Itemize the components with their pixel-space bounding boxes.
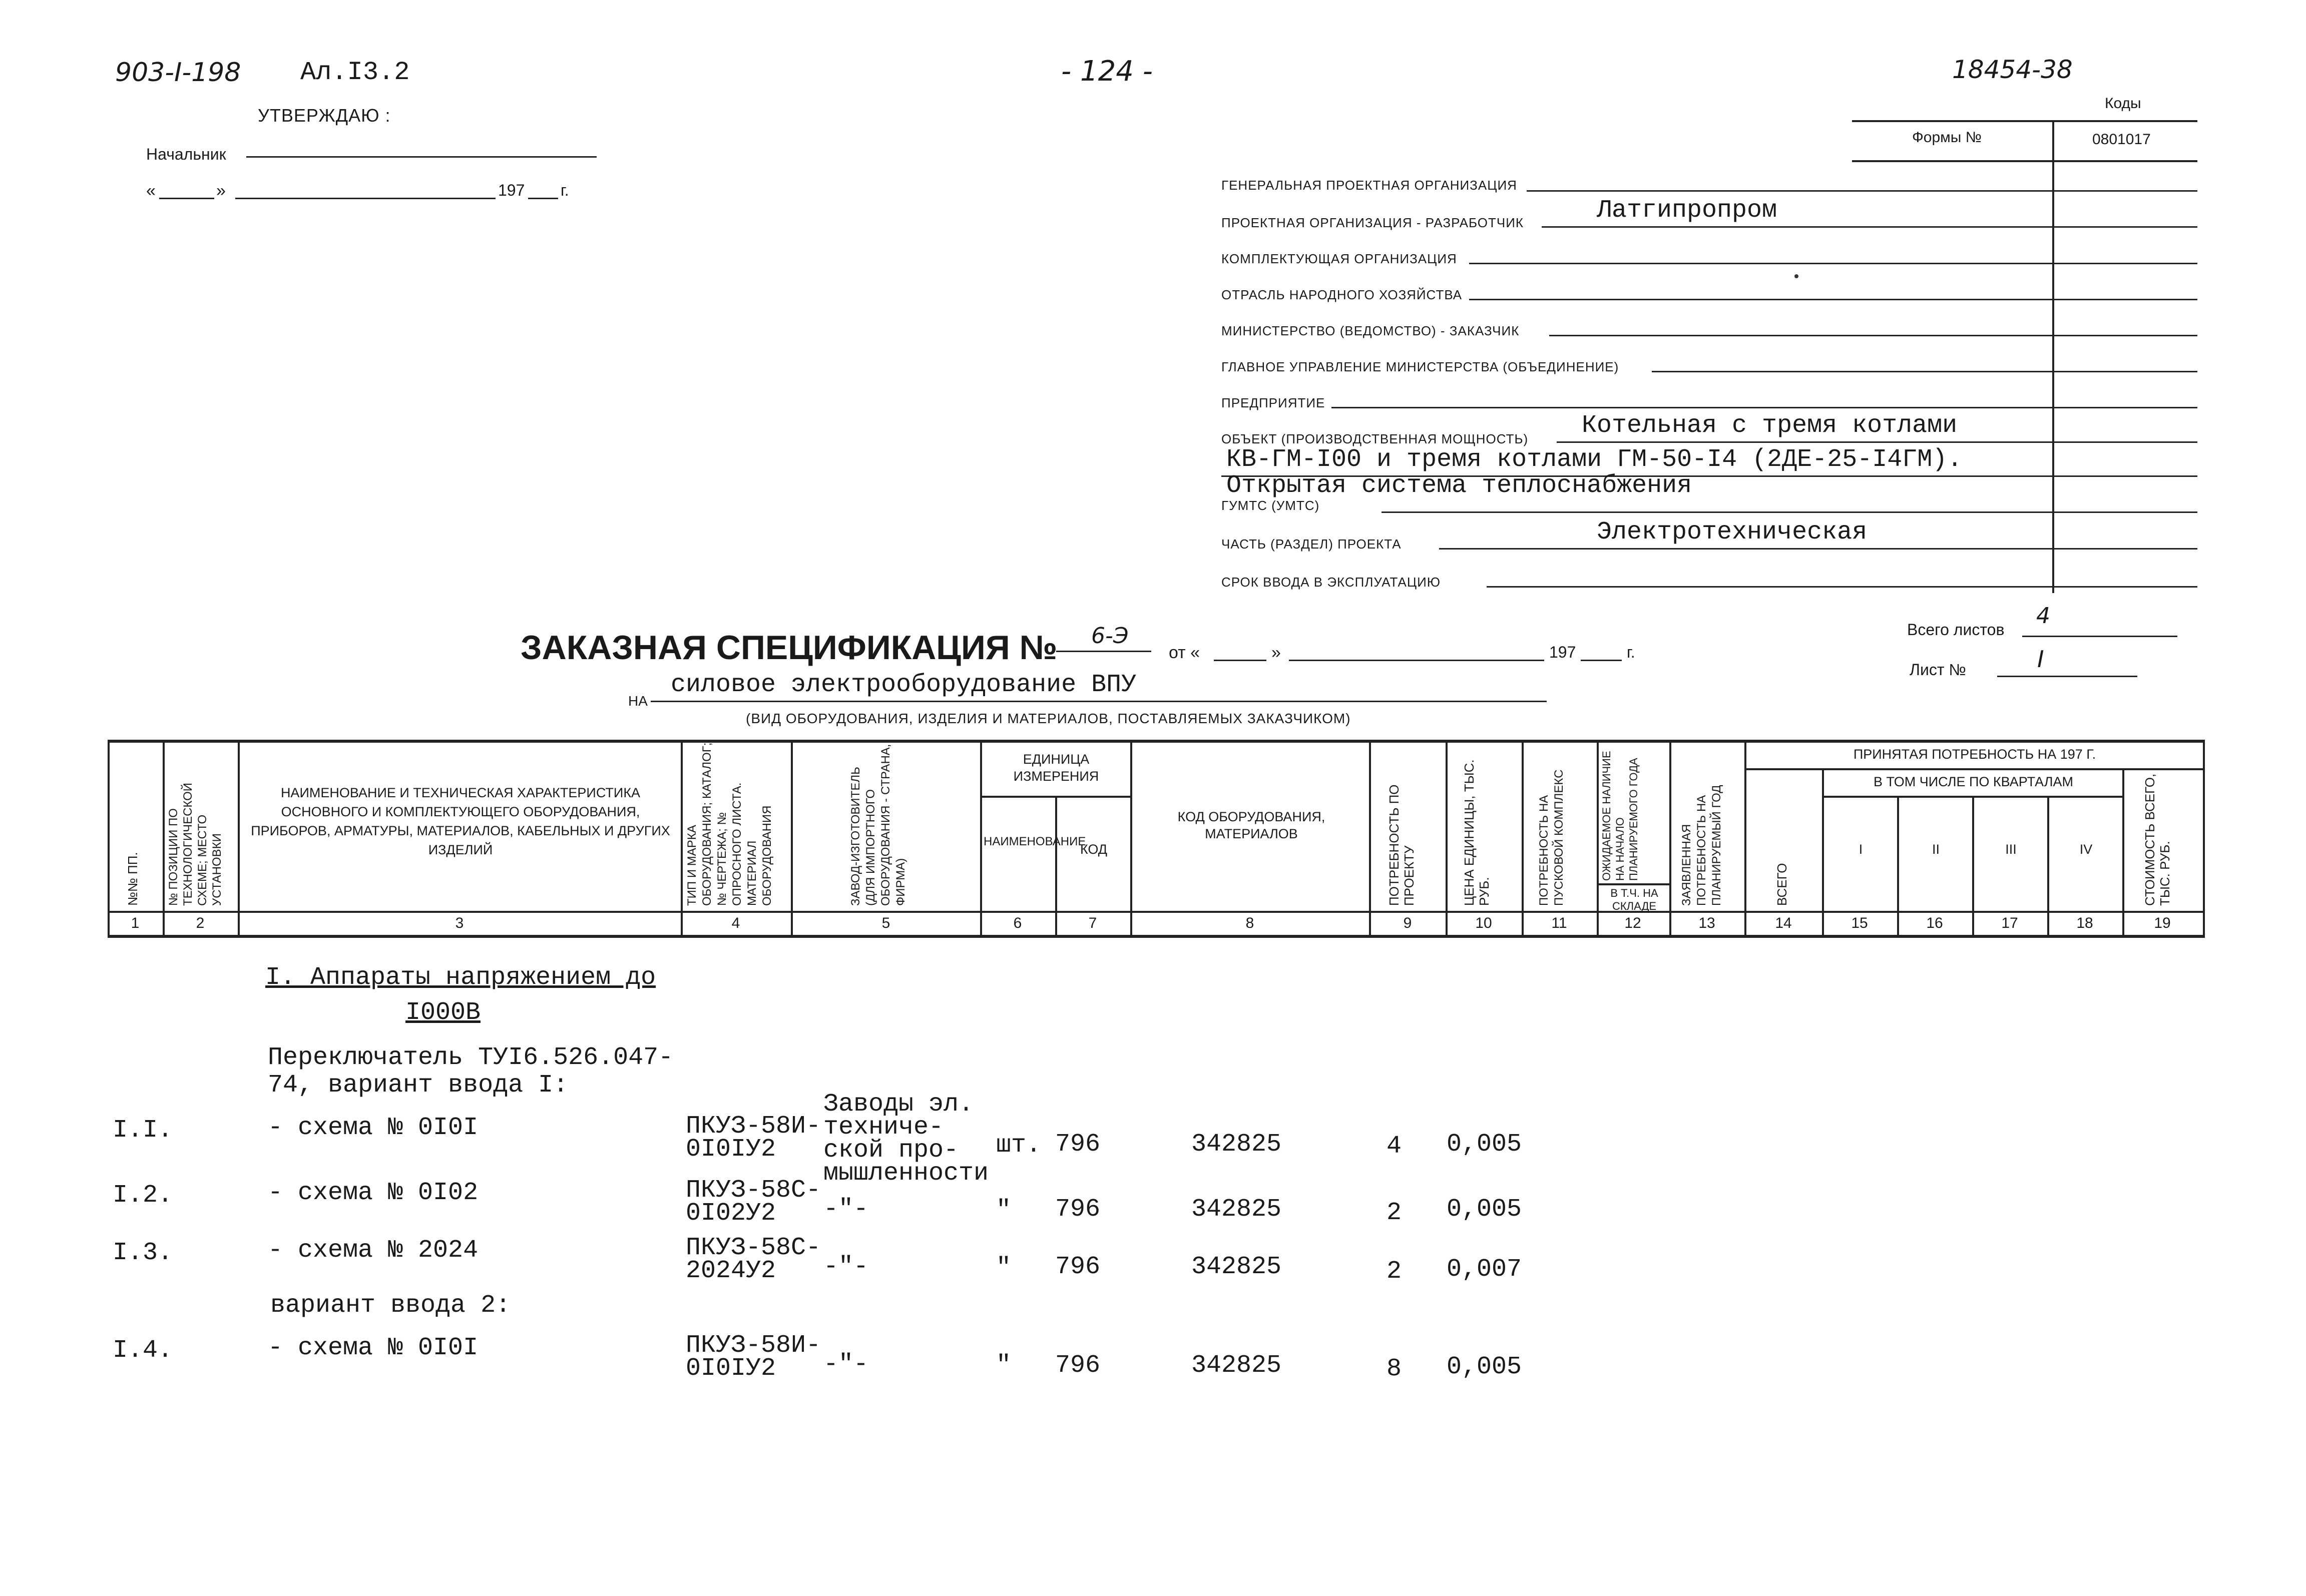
row-number: I.2. [113, 1181, 173, 1210]
variant-2-label: вариант ввода 2: [270, 1291, 511, 1320]
object-label: ОБЪЕКТ (ПРОИЗВОДСТВЕННАЯ МОЩНОСТЬ) [1221, 431, 1529, 446]
col-number: 9 [1403, 915, 1412, 931]
intro-line-2: 74, вариант ввода I: [268, 1071, 569, 1100]
col-divider [1669, 740, 1671, 936]
header-c13: ЗАЯВЛЕННАЯ ПОТРЕБНОСТЬ НА ПЛАНИРУЕМЫЙ ГОД [1680, 785, 1723, 906]
row-type: ПКУЗ-58С- [686, 1176, 821, 1205]
header-c15: I [1859, 842, 1863, 857]
col-divider [681, 740, 683, 936]
code-cell-line [2057, 407, 2197, 408]
code-cell-line [2057, 190, 2197, 192]
header-c3: НАИМЕНОВАНИЕ И ТЕХНИЧЕСКАЯ ХАРАКТЕРИСТИКА ОСНОВНОГО И КОМПЛЕКТУЮЩЕГО ОБОРУДОВАНИЯ, ПРИБОРОВ, АРМАТУРЫ, МАТЕРИАЛОВ, КАБЕЛЬНЫХ И ДРУГИХ ИЗДЕЛИЙ [251, 785, 670, 857]
spec-subtitle: (ВИД ОБОРУДОВАНИЯ, ИЗДЕЛИЯ И МАТЕРИАЛОВ, ПОСТАВЛЯЕМЫХ ЗАКАЗЧИКОМ) [746, 711, 1351, 726]
row-price: 0,005 [1447, 1130, 1522, 1159]
warehouse-divider [1597, 883, 1669, 885]
spec-title: ЗАКАЗНАЯ СПЕЦИФИКАЦИЯ № [521, 629, 1058, 667]
spec-month-line [1289, 660, 1544, 661]
spec-from-label: от « [1169, 643, 1200, 662]
col-divider [163, 740, 165, 936]
col-number: 3 [455, 915, 464, 931]
row-maker: Заводы эл. [823, 1090, 974, 1119]
code-cell-line [2057, 371, 2197, 372]
date-year-prefix: 197 [498, 181, 525, 199]
header-c17: III [2005, 842, 2017, 857]
col-divider [1822, 768, 1824, 936]
row-unit: " [996, 1351, 1012, 1380]
col-divider [1522, 740, 1524, 936]
header-quarter-group: В ТОМ ЧИСЛЕ ПО КВАРТАЛАМ [1874, 774, 2073, 789]
date-month-line [235, 198, 496, 199]
header-c8: КОД ОБОРУДОВАНИЯ, МАТЕРИАЛОВ [1177, 809, 1325, 841]
table-top-border [108, 740, 2205, 743]
col-number: 13 [1698, 915, 1715, 931]
form-label: Формы № [1912, 129, 1982, 146]
table-header-bottom-border [108, 911, 2205, 913]
row-name: - схема № 0I02 [268, 1179, 479, 1207]
code-cell-line [2057, 263, 2197, 264]
approve-label: УТВЕРЖДАЮ : [258, 105, 391, 126]
row-number: I.3. [113, 1239, 173, 1267]
header-c19: СТОИМОСТЬ ВСЕГО, ТЫС. РУБ. [2142, 773, 2172, 906]
row-unit-code: 796 [1055, 1351, 1101, 1380]
col-number: 12 [1624, 915, 1641, 931]
gumts-label: ГУМТС (УМТС) [1221, 498, 1320, 513]
table-numbers-bottom-border [108, 935, 2205, 938]
row-type: ПКУЗ-58И- [686, 1331, 821, 1360]
sheet-label: Лист № [1910, 661, 1966, 679]
spec-number-line [1056, 651, 1151, 652]
project-part-value: Электротехническая [1597, 518, 1868, 547]
chief-label: Начальник [146, 145, 226, 163]
code-cell-line [2057, 475, 2197, 477]
chief-line [246, 156, 597, 158]
col-number: 14 [1775, 915, 1792, 931]
section-title-voltage: I000В [405, 998, 481, 1027]
date-year-line [528, 198, 558, 199]
header-c10: ЦЕНА ЕДИНИЦЫ, ТЫС. РУБ. [1462, 759, 1492, 906]
sheet-value: I [2037, 646, 2044, 673]
header-unit-group: ЕДИНИЦА ИЗМЕРЕНИЯ [1013, 752, 1099, 784]
row-unit-code: 796 [1055, 1130, 1101, 1159]
row-name: - схема № 0I0I [268, 1114, 479, 1142]
col-number: 15 [1851, 915, 1868, 931]
row-code: 342825 [1191, 1253, 1282, 1281]
row-qty: 2 [1387, 1199, 1402, 1227]
col-divider [1597, 740, 1599, 936]
main-department-label: ГЛАВНОЕ УПРАВЛЕНИЕ МИНИСТЕРСТВА (ОБЪЕДИНЕНИЕ) [1221, 359, 1619, 374]
row-type: ПКУЗ-58С- [686, 1234, 821, 1262]
col-number: 1 [131, 915, 140, 931]
section-title: I. Аппараты напряжением до [265, 963, 656, 992]
row-type: 2024У2 [686, 1257, 776, 1285]
col-divider [2047, 796, 2049, 936]
spec-year-line [1581, 660, 1622, 661]
ink-dot [1794, 274, 1798, 278]
completing-org-label: КОМПЛЕКТУЮЩАЯ ОРГАНИЗАЦИЯ [1221, 251, 1457, 266]
page-number: - 124 - [1061, 55, 1153, 88]
col-divider [1897, 796, 1899, 936]
row-price: 0,007 [1447, 1255, 1522, 1284]
col-number: 19 [2154, 915, 2171, 931]
row-unit: " [996, 1196, 1012, 1225]
col-number: 17 [2001, 915, 2018, 931]
spec-day-line [1214, 660, 1266, 661]
header-c1: №№ ПП. [125, 852, 140, 906]
commissioning-label: СРОК ВВОДА В ЭКСПЛУАТАЦИЮ [1221, 575, 1441, 590]
general-design-label: ГЕНЕРАЛЬНАЯ ПРОЕКТНАЯ ОРГАНИЗАЦИЯ [1221, 178, 1517, 193]
date-day-line [159, 198, 214, 199]
header-c4: ТИП И МАРКА ОБОРУДОВАНИЯ; КАТАЛОГ; № ЧЕРТЕЖА; № ОПРОСНОГО ЛИСТА. МАТЕРИАЛ ОБОРУДОВАНИЯ [685, 742, 774, 906]
header-c5: ЗАВОД-ИЗГОТОВИТЕЛЬ (ДЛЯ ИМПОРТНОГО ОБОРУДОВАНИЯ - СТРАНА, ФИРМА) [849, 744, 907, 906]
col-number: 5 [881, 915, 890, 931]
col-divider [108, 740, 110, 936]
row-price: 0,005 [1447, 1195, 1522, 1224]
sheet-reference: Ал.I3.2 [300, 58, 410, 87]
design-developer-value: Латгипропром [1597, 196, 1777, 225]
spec-subject-line [651, 701, 1547, 702]
row-qty: 8 [1387, 1355, 1402, 1383]
header-c2: № ПОЗИЦИИ ПО ТЕХНОЛОГИЧЕСКОЙ СХЕМЕ; МЕСТО УСТАНОВКИ [167, 782, 224, 906]
col-divider [980, 740, 982, 936]
col-divider [1055, 796, 1057, 936]
row-qty: 4 [1387, 1132, 1402, 1161]
col-number: 11 [1551, 915, 1567, 931]
header-c12b: В Т.Ч. НА СКЛАДЕ [1610, 887, 1658, 912]
row-qty: 2 [1387, 1257, 1402, 1286]
enterprise-label: ПРЕДПРИЯТИЕ [1221, 395, 1325, 410]
code-cell-line [2057, 335, 2197, 336]
date-year-suffix: г. [561, 181, 569, 199]
row-type: ПКУЗ-58И- [686, 1112, 821, 1141]
col-number: 4 [731, 915, 740, 931]
form-code: 0801017 [2092, 131, 2151, 148]
code-cell-line [2057, 511, 2197, 513]
col-number: 16 [1926, 915, 1943, 931]
spec-from-close: » [1271, 643, 1281, 662]
spec-on-label: НА [628, 693, 648, 709]
col-divider [791, 740, 793, 936]
code-cell-line [2057, 226, 2197, 228]
header-c6: НАИМЕНОВАНИЕ [984, 835, 1086, 848]
unit-group-divider [980, 796, 1130, 798]
industry-label: ОТРАСЛЬ НАРОДНОГО ХОЗЯЙСТВА [1221, 287, 1463, 302]
col-divider [238, 740, 240, 936]
code-cell-line [2057, 548, 2197, 550]
code-cell-line [2057, 441, 2197, 443]
col-divider [1972, 796, 1974, 936]
col-number: 6 [1013, 915, 1022, 931]
row-name: - схема № 0I0I [268, 1334, 479, 1362]
inventory-number: 18454-38 [1952, 55, 2073, 84]
row-unit: " [996, 1254, 1012, 1282]
spec-subject: силовое электрооборудование ВПУ [671, 671, 1137, 699]
col-number: 10 [1475, 915, 1492, 931]
col-divider [1446, 740, 1448, 936]
col-divider [2203, 740, 2205, 936]
intro-line-1: Переключатель ТУI6.526.047- [268, 1043, 674, 1072]
quarter-group-divider [1822, 796, 2122, 798]
header-c16: II [1932, 842, 1940, 857]
codes-top-line [1852, 120, 2197, 122]
date-quote-open: « [146, 181, 156, 200]
col-divider [1369, 740, 1371, 936]
date-quote-close: » [216, 181, 226, 200]
header-c9: ПОТРЕБНОСТЬ ПО ПРОЕКТУ [1387, 784, 1417, 906]
object-value-line-3: Открытая система теплоснабжения [1226, 471, 1692, 500]
row-number: I.4. [113, 1336, 173, 1365]
accepted-group-divider [1744, 768, 2203, 770]
row-code: 342825 [1191, 1195, 1282, 1224]
header-c14: ВСЕГО [1774, 863, 1789, 906]
ministry-customer-label: МИНИСТЕРСТВО (ВЕДОМСТВО) - ЗАКАЗЧИК [1221, 323, 1520, 338]
spec-year: 197 [1549, 643, 1576, 661]
row-type: 0I0IУ2 [686, 1135, 776, 1164]
row-name: - схема № 2024 [268, 1236, 479, 1265]
row-maker: мышленности [823, 1159, 989, 1188]
header-c12: ОЖИДАЕМОЕ НАЛИЧИЕ НА НАЧАЛО ПЛАНИРУЕМОГО ГОДА [1600, 751, 1640, 881]
total-sheets-label: Всего листов [1907, 621, 2005, 639]
row-type: 0I02У2 [686, 1199, 776, 1228]
object-value-line-2: КВ-ГМ-I00 и тремя котлами ГМ-50-I4 (2ДЕ-25-I4ГМ). [1226, 445, 1963, 474]
spec-number: 6-Э [1091, 623, 1129, 649]
col-number: 8 [1245, 915, 1254, 931]
col-divider [2122, 768, 2124, 936]
header-c18: IV [2079, 842, 2093, 857]
row-code: 342825 [1191, 1130, 1282, 1159]
code-cell-line [2057, 586, 2197, 588]
col-number: 18 [2076, 915, 2093, 931]
total-sheets-line [2022, 636, 2177, 637]
col-number: 2 [196, 915, 205, 931]
row-maker: техниче- [823, 1113, 944, 1142]
document-code: 903-I-198 [115, 58, 241, 88]
code-cell-line [2057, 299, 2197, 300]
header-c7: КОД [1080, 842, 1108, 857]
col-number: 7 [1088, 915, 1097, 931]
spec-year-suffix: г. [1627, 643, 1635, 661]
sheet-line [1997, 676, 2137, 677]
row-price: 0,005 [1447, 1353, 1522, 1381]
project-part-label: ЧАСТЬ (РАЗДЕЛ) ПРОЕКТА [1221, 537, 1402, 552]
row-code: 342825 [1191, 1351, 1282, 1380]
col-divider [1130, 740, 1132, 936]
header-accepted-group: ПРИНЯТАЯ ПОТРЕБНОСТЬ НА 197 Г. [1853, 747, 2096, 762]
header-c11: ПОТРЕБНОСТЬ НА ПУСКОВОЙ КОМПЛЕКС [1537, 769, 1566, 906]
row-maker: ской про- [823, 1136, 959, 1165]
design-developer-label: ПРОЕКТНАЯ ОРГАНИЗАЦИЯ - РАЗРАБОТЧИК [1221, 215, 1524, 230]
object-value-line-1: Котельная с тремя котлами [1582, 411, 1958, 440]
row-unit: шт. [996, 1131, 1042, 1160]
total-sheets-value: 4 [2036, 603, 2050, 629]
row-maker: -"- [823, 1195, 869, 1224]
row-type: 0I0IУ2 [686, 1354, 776, 1383]
codes-form-line [1852, 160, 2197, 162]
row-number: I.I. [113, 1116, 173, 1145]
row-maker: -"- [823, 1350, 869, 1379]
row-maker: -"- [823, 1253, 869, 1281]
codes-label: Коды [2105, 95, 2141, 112]
row-unit-code: 796 [1055, 1253, 1101, 1281]
row-unit-code: 796 [1055, 1195, 1101, 1224]
